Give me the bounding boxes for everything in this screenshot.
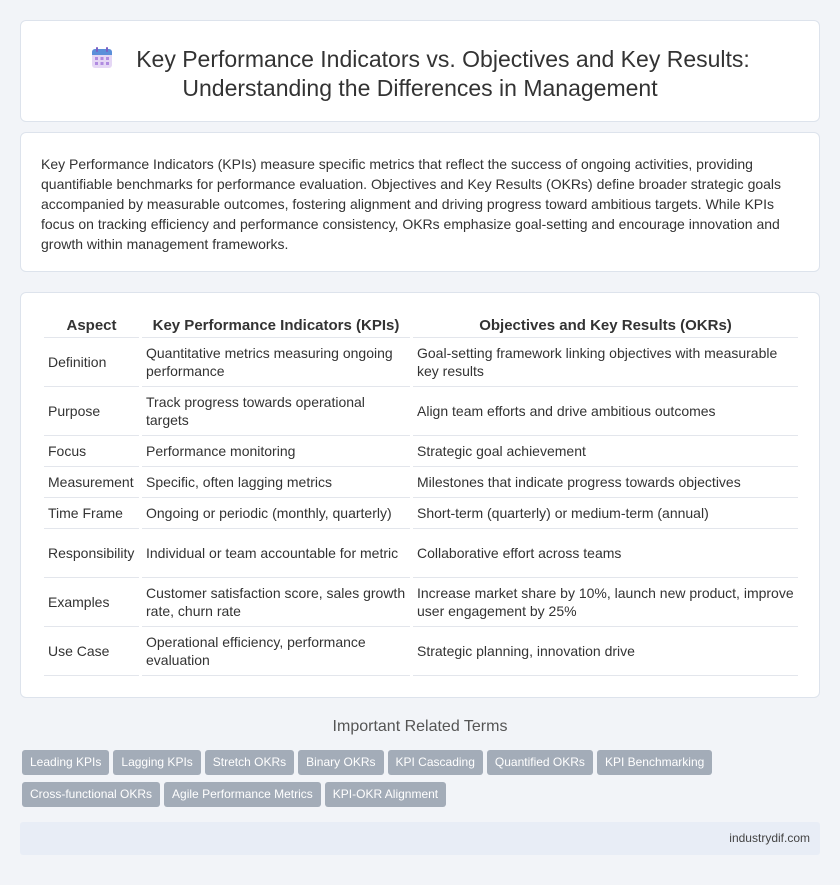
header-aspect: Aspect — [44, 314, 139, 338]
header-kpis: Key Performance Indicators (KPIs) — [142, 314, 410, 338]
title-line-2: Understanding the Differences in Management — [182, 75, 658, 101]
related-term-tag[interactable]: Cross-functional OKRs — [22, 782, 160, 807]
table-row — [44, 338, 798, 387]
related-term-tag[interactable]: Quantified OKRs — [487, 750, 593, 775]
header-okrs: Objectives and Key Results (OKRs) — [413, 314, 798, 338]
kpi-cell: Quantitative metrics measuring ongoing performance — [142, 338, 410, 387]
related-term-tag[interactable]: Stretch OKRs — [205, 750, 294, 775]
table-header-row — [44, 314, 798, 338]
aspect-cell: Responsibility — [44, 529, 139, 578]
kpi-cell: Specific, often lagging metrics — [142, 467, 410, 498]
comparison-table — [41, 314, 801, 676]
table-row — [44, 627, 798, 676]
aspect-cell: Examples — [44, 578, 139, 627]
table-row — [44, 387, 798, 436]
footer-site[interactable]: industrydif.com — [729, 831, 810, 845]
related-terms-title: Important Related Terms — [332, 718, 508, 735]
aspect-cell: Focus — [44, 436, 139, 467]
table-row — [44, 529, 798, 578]
calendar-icon — [90, 46, 114, 70]
aspect-cell: Time Frame — [44, 498, 139, 529]
aspect-cell: Definition — [44, 338, 139, 387]
aspect-cell: Purpose — [44, 387, 139, 436]
footer — [20, 822, 820, 855]
related-terms-list — [22, 750, 822, 814]
okr-cell: Collaborative effort across teams — [413, 529, 798, 578]
kpi-cell: Operational efficiency, performance evaluation — [142, 627, 410, 676]
kpi-cell: Customer satisfaction score, sales growth rate, churn rate — [142, 578, 410, 627]
related-term-tag[interactable]: Leading KPIs — [22, 750, 109, 775]
okr-cell: Short-term (quarterly) or medium-term (annual) — [413, 498, 798, 529]
okr-cell: Align team efforts and drive ambitious outcomes — [413, 387, 798, 436]
okr-cell: Goal-setting framework linking objectives with measurable key results — [413, 338, 798, 387]
kpi-cell: Performance monitoring — [142, 436, 410, 467]
okr-cell: Increase market share by 10%, launch new product, improve user engagement by 25% — [413, 578, 798, 627]
related-term-tag[interactable]: KPI-OKR Alignment — [325, 782, 446, 807]
aspect-cell: Use Case — [44, 627, 139, 676]
table-row — [44, 467, 798, 498]
related-term-tag[interactable]: Agile Performance Metrics — [164, 782, 321, 807]
intro-text: Key Performance Indicators (KPIs) measure specific metrics that reflect the success of ongoing activities, providing quantifiable benchmarks for performance evaluation. Objectives and Key Results (OKRs) define broader strategic goals accompanied by measurable outcomes, fostering alignment and driving progress toward ambitious targets. While KPIs focus on tracking efficiency and performance consistency, OKRs emphasize goal-setting and encourage innovation and growth within management frameworks. — [41, 156, 782, 252]
related-term-tag[interactable]: KPI Cascading — [388, 750, 483, 775]
table-row — [44, 498, 798, 529]
table-row — [44, 436, 798, 467]
comparison-card — [20, 292, 820, 698]
kpi-cell: Ongoing or periodic (monthly, quarterly) — [142, 498, 410, 529]
intro-card — [20, 132, 820, 272]
okr-cell: Milestones that indicate progress towards objectives — [413, 467, 798, 498]
aspect-cell: Measurement — [44, 467, 139, 498]
kpi-cell: Individual or team accountable for metric — [142, 529, 410, 578]
page-title — [21, 45, 819, 103]
header-card — [20, 20, 820, 122]
kpi-cell: Track progress towards operational targets — [142, 387, 410, 436]
okr-cell: Strategic planning, innovation drive — [413, 627, 798, 676]
related-term-tag[interactable]: Lagging KPIs — [113, 750, 200, 775]
related-term-tag[interactable]: KPI Benchmarking — [597, 750, 712, 775]
related-term-tag[interactable]: Binary OKRs — [298, 750, 383, 775]
title-line-1: Key Performance Indicators vs. Objectives and Key Results: — [136, 46, 750, 72]
okr-cell: Strategic goal achievement — [413, 436, 798, 467]
table-row — [44, 578, 798, 627]
